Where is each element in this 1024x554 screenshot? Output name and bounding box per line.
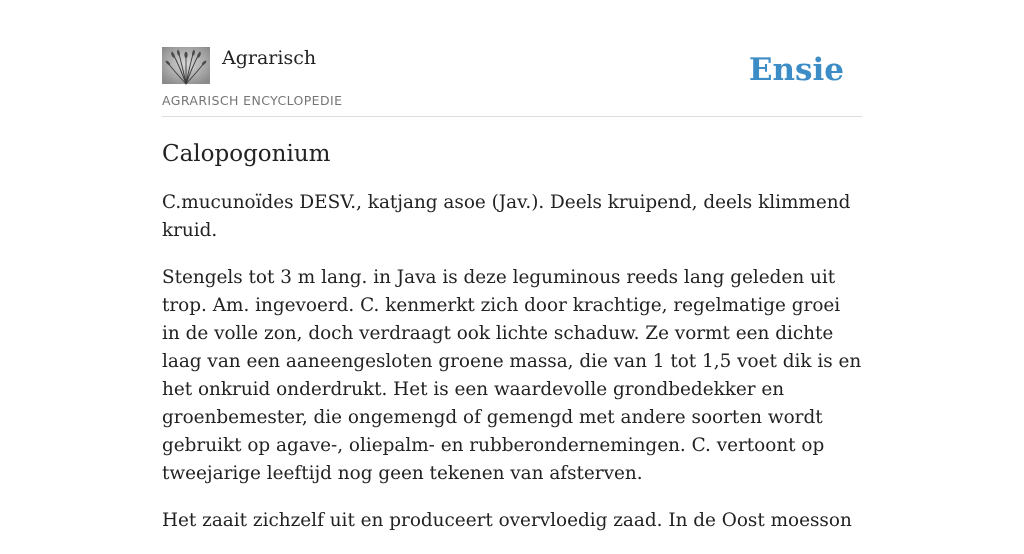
- site-name[interactable]: Agrarisch: [222, 47, 317, 69]
- brand-logo[interactable]: Ensie: [748, 52, 844, 88]
- article-paragraph: C.mucunoïdes DESV., katjang asoe (Jav.). Deels kruipend, deels klimmend kruid.: [162, 192, 851, 241]
- article-paragraph: Het zaait zichzelf uit en produceert overvloedig zaad. In de Oost moesson: [162, 510, 852, 531]
- article-title: Calopogonium: [162, 141, 331, 167]
- site-subtitle: AGRARISCH ENCYCLOPEDIE: [162, 93, 343, 108]
- wheat-icon-graphic: [162, 47, 210, 84]
- wheat-icon[interactable]: [162, 47, 210, 84]
- article: [162, 138, 862, 554]
- site-header: [162, 40, 862, 117]
- article-paragraph: Stengels tot 3 m lang. in Java is deze leguminous reeds lang geleden uit trop. Am. ingevoerd. C. kenmerkt zich door krachtige, regelmatige groei in de volle zon, doch verdraagt ook lichte schaduw. Ze vormt een dichte laag van een aaneengesloten groene massa, die van 1 tot 1,5 voet dik is en het onkruid onderdrukt. Het is een waardevolle grondbedekker en groenbemester, die ongemengd of gemengd met andere soorten wordt gebruikt op agave-, oliepalm- en rubberondernemingen. C. vertoont op tweejarige leeftijd nog geen tekenen van afsterven.: [162, 267, 862, 484]
